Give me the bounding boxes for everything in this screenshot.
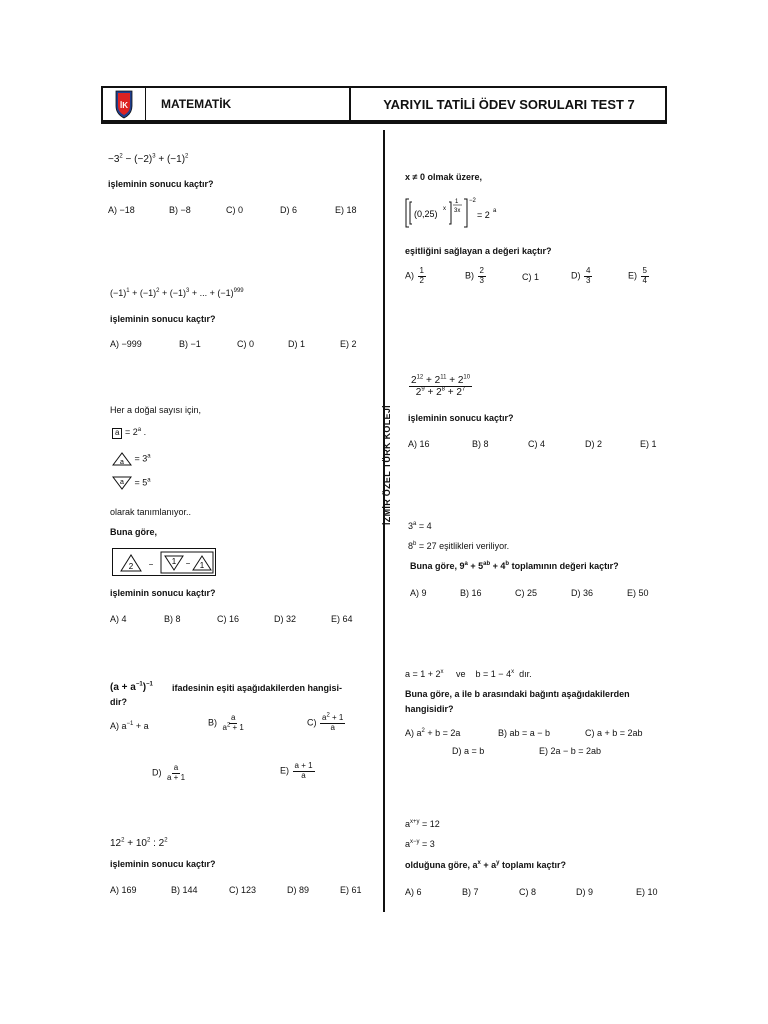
q3-expression-box [112,548,216,576]
q3-option-d[interactable]: D) 32 [274,614,297,624]
q6-option-e[interactable]: E) $\frac{5}{4}$ [628,266,647,285]
q6-question: eşitliğini sağlayan a değeri kaçtır? [405,246,552,256]
svg-text:a: a [493,208,497,214]
q2-question: işleminin sonucu kaçtır? [110,314,216,324]
q9-given: $a = 1 + 2^x$ ve $b = 1 - 4^x$ dır. [405,669,532,679]
q5-option-b[interactable]: B) 144 [171,885,198,895]
q10-option-c[interactable]: C) 8 [519,887,537,897]
q4-option-b[interactable]: B) $\frac{a}{a^2 + 1}$ [208,713,244,732]
q1-option-c[interactable]: C) 0 [226,205,244,215]
q2-option-a[interactable]: A) −999 [110,339,142,349]
q4-option-a[interactable]: A) $a^{-1} + a$ [110,721,149,731]
q7-option-c[interactable]: C) 4 [528,439,546,449]
q6-expression [405,193,515,233]
q3-options [110,614,353,624]
q1-option-e[interactable]: E) 18 [335,205,357,215]
q3-def-triangle-down: a = $5^a$ [112,476,151,490]
q8-option-c[interactable]: C) 25 [515,588,538,598]
q1-question: işleminin sonucu kaçtır? [108,179,214,189]
svg-text:= 2: = 2 [477,210,490,220]
q8-question: Buna göre, $9^a + 5^{ab} + 4^b$ toplamının değeri kaçtır? [410,561,619,571]
q1-options [108,205,357,215]
q10-given-2: $a^{x-y} = 3$ [405,839,435,849]
subject-label: MATEMATİK [145,88,351,120]
q8-question-pre: Buna göre, 9 [410,561,465,571]
page-title: YARIYIL TATİLİ ÖDEV SORULARI TEST 7 [383,96,635,112]
q8-line2-tail: eşitlikleri veriliyor. [439,541,510,551]
q3-option-b[interactable]: B) 8 [164,614,181,624]
school-logo [103,88,146,120]
q9-option-b[interactable]: B) ab = a − b [498,728,551,738]
svg-text:a: a [120,479,124,486]
svg-text:2: 2 [128,562,134,571]
q4-option-d[interactable]: D) $\frac{a}{a + 1}$ [152,763,186,782]
q8-option-d[interactable]: D) 36 [571,588,594,598]
q9-option-d[interactable]: D) a = b [452,746,485,756]
q1-expression: $-3^2 - (-2)^3 + (-1)^2$ [108,153,189,165]
q7-option-e[interactable]: E) 1 [640,439,657,449]
q10-question-pre: olduğuna göre, a [405,860,478,870]
q6-condition: x ≠ 0 olmak üzere, [405,172,482,182]
q5-option-c[interactable]: C) 123 [229,885,257,895]
q6-equation [405,193,515,233]
q4-stem-2: dir? [110,697,127,707]
q2-option-c[interactable]: C) 0 [237,339,255,349]
q2-option-b[interactable]: B) −1 [179,339,201,349]
q3-intro: Her a doğal sayısı için, [110,405,202,415]
q3-option-c[interactable]: C) 16 [217,614,240,624]
q4-expression: $(a + a^{-1})^{-1}$ [110,681,153,693]
q4-option-c[interactable]: C) $\frac{a^2 + 1}{a}$ [307,712,344,732]
q7-expression: $\frac{2^{12} + 2^{11} + 2^{10}}{2^9 + 2^8 + 2^7}$ [411,374,471,398]
svg-text:−: − [148,560,154,569]
svg-text:−2: −2 [469,198,476,204]
q9-question-2: hangisidir? [405,704,454,714]
q2-options [110,339,357,349]
q5-option-d[interactable]: D) 89 [287,885,310,895]
q3-def-square: $a = 2^a$ . [112,428,146,439]
q3-defined: olarak tanımlanıyor.. [110,507,192,517]
q5-options [110,885,362,895]
q7-options [408,439,657,449]
q5-question: işleminin sonucu kaçtır? [110,859,216,869]
q2-option-e[interactable]: E) 2 [340,339,357,349]
q8-options [410,588,649,598]
q10-option-a[interactable]: A) 6 [405,887,422,897]
q9-option-a[interactable]: A) $a^2 + b = 2a$ [405,728,461,738]
q10-question: olduğuna göre, $a^x + a^y$ toplamı kaçtır? [405,860,566,870]
svg-text:1: 1 [171,557,177,566]
page-header [101,86,667,122]
svg-text:−: − [185,559,191,568]
logo-text: İK [120,101,128,110]
q9-given-tail: dır. [519,669,532,679]
q7-option-a[interactable]: A) 16 [408,439,430,449]
q3-option-a[interactable]: A) 4 [110,614,127,624]
triangle-up-icon [112,452,132,466]
shield-icon [103,88,145,120]
q8-question-post: toplamının değeri kaçtır? [511,561,619,571]
q4-stem: ifadesinin eşiti aşağıdakilerden hangisi- [172,683,343,693]
q3-expression-shapes [113,549,217,577]
q6-option-a[interactable]: A) $\frac{1}{2}$ [405,266,424,285]
side-label: İZMİR ÖZEL TÜRK KOLEJİ [382,405,392,525]
q6-option-c[interactable]: C) 1 [522,272,540,282]
q6-option-b[interactable]: B) $\frac{2}{3}$ [465,266,484,285]
q2-option-d[interactable]: D) 1 [288,339,306,349]
q10-option-e[interactable]: E) 10 [636,887,658,897]
q3-def-triangle: a = $3^a$ [112,452,151,466]
q5-option-e[interactable]: E) 61 [340,885,362,895]
q6-option-d[interactable]: D) $\frac{4}{3}$ [571,266,591,285]
q5-option-a[interactable]: A) 169 [110,885,137,895]
q9-question: Buna göre, a ile b arasındaki bağıntı aşağıdakilerden [405,689,630,699]
q8-line1: $3^a = 4$ [408,521,432,531]
q8-line2: $8^b = 27$ eşitlikleri veriliyor. [408,541,510,551]
q8-option-b[interactable]: B) 16 [460,588,482,598]
svg-text:1: 1 [455,199,459,205]
svg-text:1: 1 [199,561,205,570]
q1-option-b[interactable]: B) −8 [169,205,191,215]
q3-question: işleminin sonucu kaçtır? [110,588,216,598]
header-rule [101,122,667,124]
q7-question: işleminin sonucu kaçtır? [408,413,514,423]
q10-option-d[interactable]: D) 9 [576,887,594,897]
svg-text:(0,25): (0,25) [414,209,438,219]
q7-option-d[interactable]: D) 2 [585,439,603,449]
q2-expression: $(-1)^1 + (-1)^2 + (-1)^3$ + ... + $(-1)^{999}$ [110,288,244,298]
q1-option-d[interactable]: D) 6 [280,205,298,215]
q4-option-e[interactable]: E) $\frac{a + 1}{a}$ [280,761,313,780]
q10-given-1: $a^{x+y} = 12$ [405,819,440,829]
q3-buna: Buna göre, [110,527,158,537]
q8-option-a[interactable]: A) 9 [410,588,427,598]
svg-text:a: a [120,459,124,466]
svg-text:x: x [443,206,446,212]
q7-option-b[interactable]: B) 8 [472,439,489,449]
q10-option-b[interactable]: B) 7 [462,887,479,897]
q9-option-e[interactable]: E) 2a − b = 2ab [539,746,602,756]
q3-option-e[interactable]: E) 64 [331,614,353,624]
triangle-down-icon [112,476,132,490]
q10-question-post: toplamı kaçtır? [501,860,566,870]
q9-option-c[interactable]: C) a + b = 2ab [585,728,643,738]
q5-expression: $12^2 + 10^2$ : $2^2$ [110,837,168,849]
q10-options [405,887,658,897]
q1-option-a[interactable]: A) −18 [108,205,135,215]
svg-text:3x: 3x [454,208,461,214]
q8-option-e[interactable]: E) 50 [627,588,649,598]
